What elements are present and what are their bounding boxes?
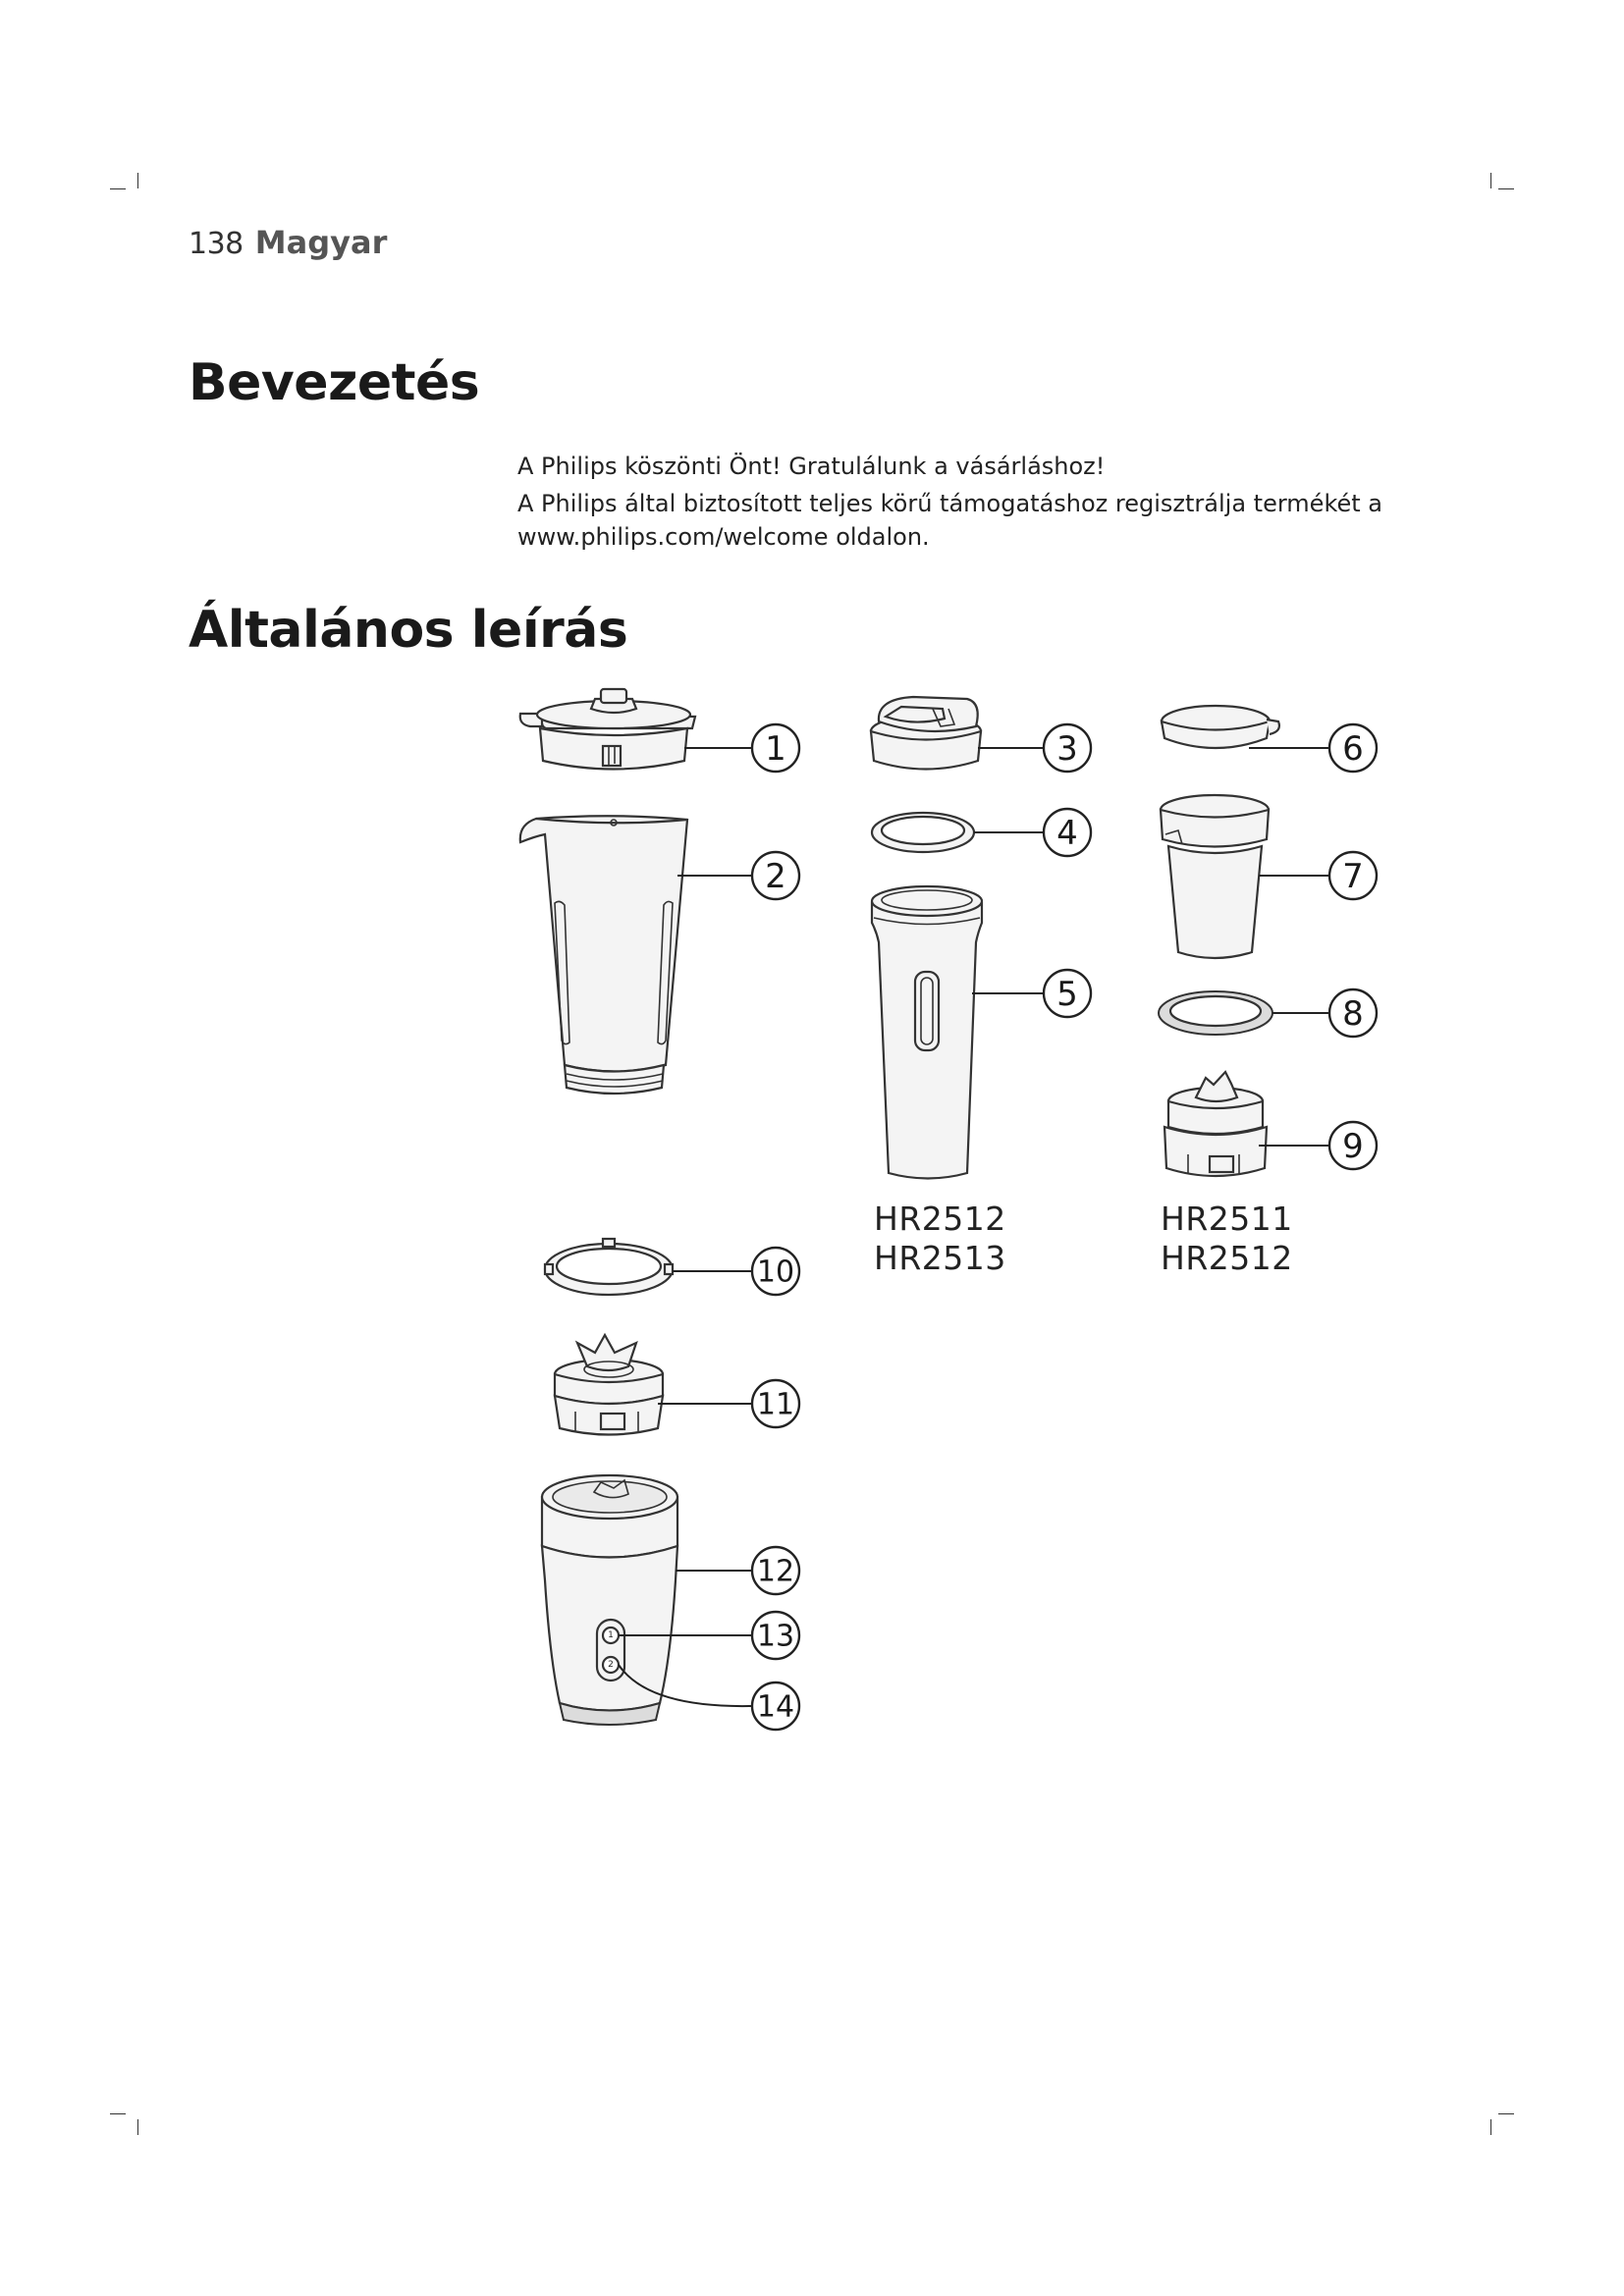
model-number: HR2512 [874,1200,1006,1238]
callout-number: 6 [1342,729,1364,769]
callout-2 [752,852,799,899]
part-sealing-ring-small [872,813,974,852]
section-heading-intro: Bevezetés [189,353,480,412]
callout-number: 7 [1342,857,1364,896]
callout-4 [1044,809,1091,856]
callout-number: 10 [756,1255,795,1290]
callout-number: 8 [1342,994,1364,1034]
callout-12 [752,1547,799,1594]
model-number: HR2513 [874,1239,1006,1277]
callout-9 [1329,1122,1377,1169]
callout-5 [1044,970,1091,1017]
part-jar-lid [520,689,695,770]
callout-10 [752,1248,799,1295]
page-language: Magyar [254,224,388,261]
callout-1 [752,724,799,772]
intro-paragraph-1: A Philips köszönti Önt! Gratulálunk a vásárláshoz! [517,453,1106,480]
callout-number: 2 [765,857,786,896]
callout-number: 13 [756,1619,795,1654]
intro-paragraph-2: A Philips által biztosított teljes körű támogatáshoz regisztrálja termékét a www.philips.com/welcome oldalon. [517,490,1382,551]
callout-number: 3 [1056,729,1078,769]
callout-14 [752,1682,799,1730]
part-storage-lid [1162,706,1279,748]
model-list-col2 [874,1200,1006,1278]
button-label-2: 2 [608,1660,614,1670]
callout-13 [752,1612,799,1659]
callout-6 [1329,724,1377,772]
part-motor-unit [542,1475,677,1725]
part-blade-unit-col1 [555,1335,663,1435]
model-number: HR2511 [1161,1200,1293,1238]
model-list-col3 [1161,1200,1293,1278]
part-blade-unit-col3 [1164,1072,1267,1176]
part-ring-jar [545,1239,673,1295]
callout-11 [752,1380,799,1427]
callout-8 [1329,989,1377,1037]
callout-number: 12 [756,1554,795,1589]
callout-3 [1044,724,1091,772]
part-bottle-tall [872,886,982,1179]
callout-7 [1329,852,1377,899]
callout-number: 4 [1056,814,1078,853]
callout-number: 9 [1342,1127,1364,1166]
callout-number: 14 [756,1689,795,1725]
part-flip-lid [871,697,981,770]
section-heading-general: Általános leírás [189,601,628,660]
callout-number: 5 [1056,975,1078,1014]
part-sealing-ring-large [1159,991,1272,1035]
button-label-1: 1 [608,1630,614,1640]
callout-number: 11 [756,1387,795,1422]
callout-number: 1 [765,729,786,769]
page-number: 138 [189,227,244,261]
part-jar [520,816,687,1094]
model-number: HR2512 [1161,1239,1293,1277]
part-cup-small [1161,795,1269,958]
